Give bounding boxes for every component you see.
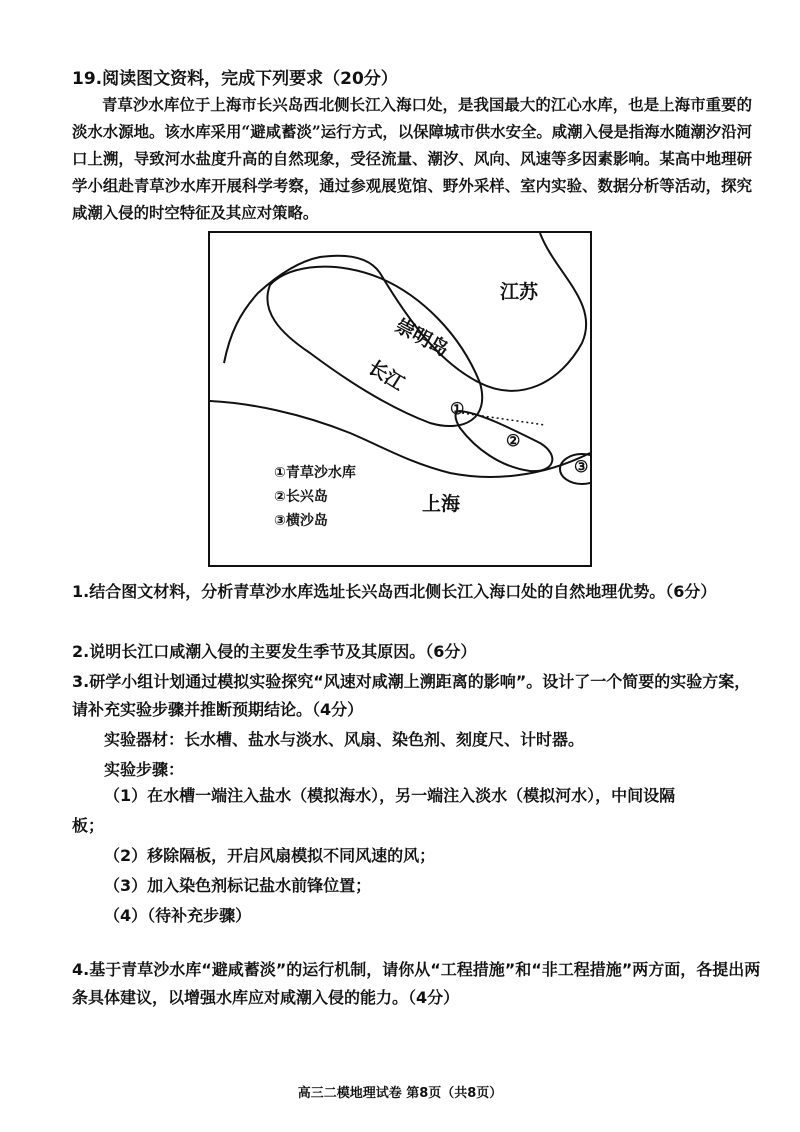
map-marker-1: ①: [450, 399, 465, 418]
experiment-step-1-continued: 板；: [72, 816, 105, 835]
experiment-step-1: （1）在水槽一端注入盐水（模拟海水），另一端注入淡水（模拟河水），中间设隔: [104, 786, 676, 805]
experiment-step-2: （2）移除隔板，开启风扇模拟不同风速的风；: [104, 846, 436, 865]
map-marker-3: ③: [574, 457, 589, 476]
map-label-shanghai: 上海: [422, 493, 461, 515]
subquestion-1: 1.结合图文材料，分析青草沙水库选址长兴岛西北侧长江入海口处的自然地理优势。（6分）: [72, 582, 717, 601]
map-label-chongming: 崇明岛: [391, 314, 453, 361]
legend-item: ②长兴岛: [274, 489, 328, 505]
experiment-steps-title: 实验步骤：: [104, 760, 185, 779]
subquestion-4: 4.基于青草沙水库“避咸蓄淡”的运行机制，请你从“工程措施”和“非工程措施”两方面，各提出两条具体建议，以增强水库应对咸潮入侵的能力。（4分）: [72, 960, 761, 1007]
map-figure: [208, 231, 592, 567]
experiment-step-4: （4）（待补充步骤）: [104, 906, 252, 925]
legend-item: ①青草沙水库: [274, 465, 356, 481]
subquestion-2: 2.说明长江口咸潮入侵的主要发生季节及其原因。（6分）: [72, 642, 477, 661]
map-label-jiangsu: 江苏: [500, 281, 539, 303]
map-marker-2: ②: [506, 431, 521, 450]
legend-item: ③横沙岛: [274, 513, 328, 529]
map-legend: [274, 461, 356, 533]
question-paragraph: 青草沙水库位于上海市长兴岛西北侧长江入海口处，是我国最大的江心水库，也是上海市重要的淡水水源地。该水库采用“避咸蓄淡”运行方式，以保障城市供水安全。咸潮入侵是指海水随潮汐沿河口上溯，导致河水盐度升高的自然现象，受径流量、潮汐、风向、风速等多因素影响。某高中地理研学小组赴青草沙水库开展科学考察，通过参观展览馆、野外采样、室内实验、数据分析等活动，探究咸潮入侵的时空特征及其应对策略。: [72, 96, 752, 222]
subquestion-3: 3.研学小组计划通过模拟实验探究“风速对咸潮上溯距离的影响”。设计了一个简要的实验方案，请补充实验步骤并推断预期结论。（4分）: [72, 672, 751, 719]
page-footer: 高三二模地理试卷 第8页（共8页）: [297, 1086, 503, 1101]
question-title: 19.阅读图文资料，完成下列要求（20分）: [72, 69, 398, 89]
map-label-changjiang: 长江: [364, 356, 409, 396]
experiment-materials: 实验器材：长水槽、盐水与淡水、风扇、染色剂、刻度尺、计时器。: [104, 730, 585, 749]
experiment-step-3: （3）加入染色剂标记盐水前锋位置；: [104, 876, 372, 895]
